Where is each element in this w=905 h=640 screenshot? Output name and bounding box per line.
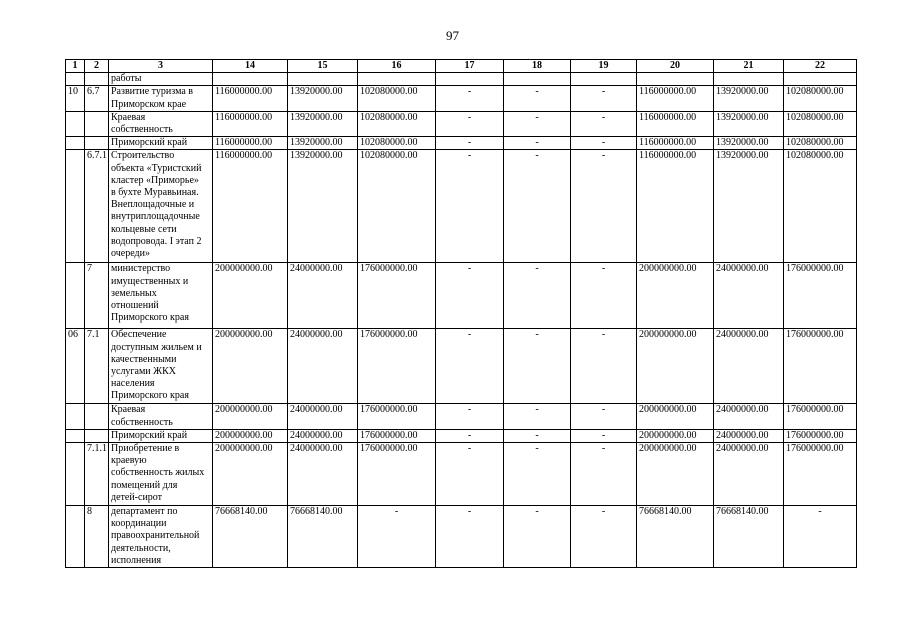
value-cell-19: - bbox=[571, 443, 637, 506]
column-header-19: 19 bbox=[571, 60, 637, 73]
table-row bbox=[66, 150, 857, 263]
column-header-17: 17 bbox=[436, 60, 504, 73]
table-row bbox=[66, 137, 857, 150]
value-cell-21: 13920000.00 bbox=[714, 137, 784, 150]
value-cell-15: 24000000.00 bbox=[288, 329, 358, 404]
value-cell-20: 76668140.00 bbox=[637, 506, 714, 568]
value-cell-21: 24000000.00 bbox=[714, 429, 784, 442]
value-cell-20: 200000000.00 bbox=[637, 404, 714, 429]
value-cell-19: - bbox=[571, 150, 637, 263]
item-name-cell: министерство имущественных и земельных отношений Приморского края bbox=[109, 263, 213, 329]
table-row bbox=[66, 404, 857, 429]
value-cell-17: - bbox=[436, 86, 504, 111]
column-header-14: 14 bbox=[213, 60, 288, 73]
value-cell-19: - bbox=[571, 86, 637, 111]
value-cell-16: 102080000.00 bbox=[358, 86, 436, 111]
value-cell-14: 200000000.00 bbox=[213, 429, 288, 442]
value-cell-16: 176000000.00 bbox=[358, 429, 436, 442]
table-row bbox=[66, 329, 857, 404]
value-cell-19 bbox=[571, 73, 637, 86]
table-row bbox=[66, 443, 857, 506]
value-cell-22: 102080000.00 bbox=[784, 150, 857, 263]
table-row bbox=[66, 506, 857, 568]
value-cell-18 bbox=[504, 73, 571, 86]
value-cell-22: 102080000.00 bbox=[784, 111, 857, 136]
item-name-cell: Развитие туризма в Приморском крае bbox=[109, 86, 213, 111]
table-body bbox=[66, 73, 857, 568]
value-cell-22: 176000000.00 bbox=[784, 443, 857, 506]
value-cell-22: - bbox=[784, 506, 857, 568]
item-number-cell: 7.1 bbox=[85, 329, 109, 404]
table-header-row bbox=[66, 60, 857, 73]
value-cell-20: 200000000.00 bbox=[637, 443, 714, 506]
row-code-cell bbox=[66, 150, 85, 263]
budget-table-container bbox=[65, 59, 857, 568]
value-cell-17: - bbox=[436, 506, 504, 568]
value-cell-16: 102080000.00 bbox=[358, 150, 436, 263]
value-cell-21: 24000000.00 bbox=[714, 263, 784, 329]
item-number-cell: 7.1.1 bbox=[85, 443, 109, 506]
value-cell-17: - bbox=[436, 429, 504, 442]
value-cell-21: 24000000.00 bbox=[714, 404, 784, 429]
column-header-2: 2 bbox=[85, 60, 109, 73]
column-header-16: 16 bbox=[358, 60, 436, 73]
budget-table bbox=[65, 59, 857, 568]
item-number-cell bbox=[85, 73, 109, 86]
value-cell-14: 200000000.00 bbox=[213, 329, 288, 404]
column-header-18: 18 bbox=[504, 60, 571, 73]
value-cell-18: - bbox=[504, 150, 571, 263]
page-number: 97 bbox=[446, 28, 459, 43]
value-cell-21 bbox=[714, 73, 784, 86]
item-name-cell: Краевая собственность bbox=[109, 111, 213, 136]
value-cell-19: - bbox=[571, 506, 637, 568]
value-cell-18: - bbox=[504, 263, 571, 329]
value-cell-17 bbox=[436, 73, 504, 86]
value-cell-18: - bbox=[504, 111, 571, 136]
row-code-cell bbox=[66, 137, 85, 150]
value-cell-15: 24000000.00 bbox=[288, 263, 358, 329]
value-cell-15: 13920000.00 bbox=[288, 150, 358, 263]
item-number-cell: 8 bbox=[85, 506, 109, 568]
value-cell-22: 176000000.00 bbox=[784, 329, 857, 404]
value-cell-14: 76668140.00 bbox=[213, 506, 288, 568]
value-cell-22: 102080000.00 bbox=[784, 86, 857, 111]
value-cell-20: 116000000.00 bbox=[637, 137, 714, 150]
value-cell-14: 200000000.00 bbox=[213, 263, 288, 329]
value-cell-18: - bbox=[504, 429, 571, 442]
value-cell-17: - bbox=[436, 111, 504, 136]
item-name-cell: Строительство объекта «Туристский кластер «Приморье» в бухте Муравьиная. Внеплощадочные и внутриплощадочные кольцевые сети водопровода. I этап 2 очереди» bbox=[109, 150, 213, 263]
value-cell-22: 176000000.00 bbox=[784, 404, 857, 429]
table-row bbox=[66, 429, 857, 442]
value-cell-17: - bbox=[436, 329, 504, 404]
row-code-cell bbox=[66, 73, 85, 86]
item-name-cell: Приморский край bbox=[109, 429, 213, 442]
value-cell-14: 116000000.00 bbox=[213, 137, 288, 150]
row-code-cell bbox=[66, 443, 85, 506]
value-cell-19: - bbox=[571, 329, 637, 404]
item-number-cell: 6.7 bbox=[85, 86, 109, 111]
item-name-cell: Приобретение в краевую собственность жилых помещений для детей-сирот bbox=[109, 443, 213, 506]
item-number-cell bbox=[85, 404, 109, 429]
row-code-cell: 10 bbox=[66, 86, 85, 111]
value-cell-20 bbox=[637, 73, 714, 86]
value-cell-19: - bbox=[571, 404, 637, 429]
value-cell-22 bbox=[784, 73, 857, 86]
value-cell-20: 116000000.00 bbox=[637, 86, 714, 111]
value-cell-16: 176000000.00 bbox=[358, 443, 436, 506]
value-cell-14: 116000000.00 bbox=[213, 150, 288, 263]
column-header-20: 20 bbox=[637, 60, 714, 73]
value-cell-15: 76668140.00 bbox=[288, 506, 358, 568]
value-cell-19: - bbox=[571, 111, 637, 136]
value-cell-14 bbox=[213, 73, 288, 86]
value-cell-20: 116000000.00 bbox=[637, 111, 714, 136]
value-cell-14: 116000000.00 bbox=[213, 86, 288, 111]
value-cell-16: 176000000.00 bbox=[358, 263, 436, 329]
item-name-cell: Краевая собственность bbox=[109, 404, 213, 429]
value-cell-18: - bbox=[504, 443, 571, 506]
table-row bbox=[66, 111, 857, 136]
value-cell-14: 200000000.00 bbox=[213, 443, 288, 506]
value-cell-20: 200000000.00 bbox=[637, 329, 714, 404]
value-cell-19: - bbox=[571, 263, 637, 329]
value-cell-18: - bbox=[504, 86, 571, 111]
column-header-1: 1 bbox=[66, 60, 85, 73]
row-code-cell bbox=[66, 429, 85, 442]
value-cell-22: 176000000.00 bbox=[784, 263, 857, 329]
value-cell-22: 102080000.00 bbox=[784, 137, 857, 150]
row-code-cell bbox=[66, 506, 85, 568]
value-cell-16: 176000000.00 bbox=[358, 404, 436, 429]
value-cell-21: 76668140.00 bbox=[714, 506, 784, 568]
value-cell-16: 102080000.00 bbox=[358, 111, 436, 136]
value-cell-18: - bbox=[504, 329, 571, 404]
item-name-cell: Обеспечение доступным жильем и качественными услугами ЖКХ населения Приморского края bbox=[109, 329, 213, 404]
item-number-cell: 6.7.1 bbox=[85, 150, 109, 263]
value-cell-18: - bbox=[504, 137, 571, 150]
value-cell-17: - bbox=[436, 404, 504, 429]
column-header-3: 3 bbox=[109, 60, 213, 73]
value-cell-19: - bbox=[571, 137, 637, 150]
value-cell-16: 176000000.00 bbox=[358, 329, 436, 404]
value-cell-21: 24000000.00 bbox=[714, 329, 784, 404]
row-code-cell: 06 bbox=[66, 329, 85, 404]
item-number-cell bbox=[85, 137, 109, 150]
value-cell-16 bbox=[358, 73, 436, 86]
value-cell-15: 24000000.00 bbox=[288, 429, 358, 442]
value-cell-15: 24000000.00 bbox=[288, 404, 358, 429]
table-row bbox=[66, 86, 857, 111]
row-code-cell bbox=[66, 263, 85, 329]
value-cell-16: 102080000.00 bbox=[358, 137, 436, 150]
value-cell-17: - bbox=[436, 443, 504, 506]
value-cell-15: 13920000.00 bbox=[288, 86, 358, 111]
column-header-22: 22 bbox=[784, 60, 857, 73]
item-name-cell: Приморский край bbox=[109, 137, 213, 150]
value-cell-17: - bbox=[436, 150, 504, 263]
value-cell-21: 24000000.00 bbox=[714, 443, 784, 506]
value-cell-17: - bbox=[436, 137, 504, 150]
value-cell-21: 13920000.00 bbox=[714, 150, 784, 263]
value-cell-15 bbox=[288, 73, 358, 86]
value-cell-22: 176000000.00 bbox=[784, 429, 857, 442]
value-cell-19: - bbox=[571, 429, 637, 442]
value-cell-14: 116000000.00 bbox=[213, 111, 288, 136]
value-cell-15: 13920000.00 bbox=[288, 137, 358, 150]
value-cell-18: - bbox=[504, 506, 571, 568]
item-number-cell bbox=[85, 111, 109, 136]
value-cell-15: 13920000.00 bbox=[288, 111, 358, 136]
row-code-cell bbox=[66, 111, 85, 136]
value-cell-21: 13920000.00 bbox=[714, 86, 784, 111]
value-cell-21: 13920000.00 bbox=[714, 111, 784, 136]
value-cell-14: 200000000.00 bbox=[213, 404, 288, 429]
item-name-cell: работы bbox=[109, 73, 213, 86]
row-code-cell bbox=[66, 404, 85, 429]
value-cell-18: - bbox=[504, 404, 571, 429]
value-cell-17: - bbox=[436, 263, 504, 329]
table-row bbox=[66, 263, 857, 329]
value-cell-20: 200000000.00 bbox=[637, 429, 714, 442]
item-number-cell bbox=[85, 429, 109, 442]
table-row bbox=[66, 73, 857, 86]
value-cell-20: 116000000.00 bbox=[637, 150, 714, 263]
column-header-15: 15 bbox=[288, 60, 358, 73]
item-name-cell: департамент по координации правоохранительной деятельности, исполнения bbox=[109, 506, 213, 568]
value-cell-15: 24000000.00 bbox=[288, 443, 358, 506]
item-number-cell: 7 bbox=[85, 263, 109, 329]
value-cell-20: 200000000.00 bbox=[637, 263, 714, 329]
column-header-21: 21 bbox=[714, 60, 784, 73]
value-cell-16: - bbox=[358, 506, 436, 568]
